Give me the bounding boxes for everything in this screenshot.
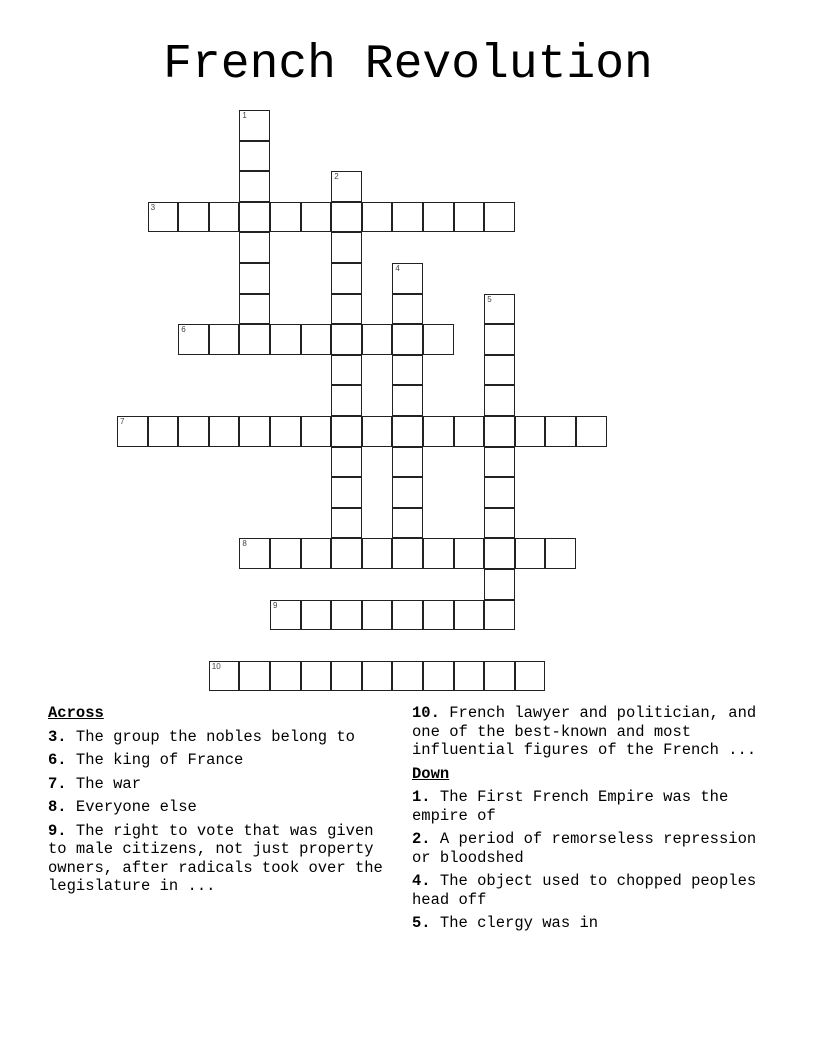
down-heading: Down [412, 764, 450, 783]
grid-cell[interactable] [362, 661, 393, 692]
clue-number: 10. [412, 704, 440, 722]
clues-column-right [412, 704, 782, 938]
grid-cell[interactable] [484, 508, 515, 539]
clue-number: 1. [412, 788, 431, 806]
cell-number: 5 [487, 294, 492, 304]
clue-text: The First French Empire was the empire of [412, 788, 729, 825]
grid-cell[interactable] [576, 416, 607, 447]
clue-text: The right to vote that was given to male citizens, not just property owners, after radicals took over the legislature in ... [48, 821, 383, 895]
clue-text: A period of remorseless repression or bloodshed [412, 830, 757, 867]
grid-cell[interactable] [454, 202, 485, 233]
grid-cell[interactable] [484, 202, 515, 233]
grid-cell[interactable] [239, 263, 270, 294]
grid-cell[interactable] [209, 324, 240, 355]
grid-cell[interactable] [515, 416, 546, 447]
grid-cell[interactable] [331, 294, 362, 325]
grid-cell[interactable] [331, 661, 362, 692]
grid-cell[interactable] [515, 538, 546, 569]
cell-number: 8 [242, 539, 247, 549]
clues-column-left [48, 704, 398, 901]
grid-cell[interactable] [392, 661, 423, 692]
clue-text: The group the nobles belong to [75, 727, 355, 746]
clue-across-8 [48, 798, 398, 817]
grid-cell[interactable] [301, 324, 332, 355]
grid-cell[interactable] [209, 661, 240, 692]
cell-number: 2 [334, 172, 339, 182]
clue-down-5 [412, 914, 782, 933]
grid-cell[interactable] [270, 324, 301, 355]
grid-cell[interactable] [484, 477, 515, 508]
clue-across-10 [412, 704, 782, 760]
grid-cell[interactable] [484, 447, 515, 478]
grid-cell[interactable] [239, 661, 270, 692]
grid-cell[interactable] [392, 263, 423, 294]
grid-cell[interactable] [331, 538, 362, 569]
grid-cell[interactable] [484, 600, 515, 631]
grid-cell[interactable] [454, 661, 485, 692]
grid-cell[interactable] [331, 263, 362, 294]
grid-cell[interactable] [239, 141, 270, 172]
grid-cell[interactable] [239, 416, 270, 447]
grid-cell[interactable] [209, 416, 240, 447]
cell-number: 1 [242, 111, 247, 120]
grid-cell[interactable] [484, 385, 515, 416]
grid-cell[interactable] [270, 202, 301, 233]
grid-cell[interactable] [270, 416, 301, 447]
clue-number: 7. [48, 774, 67, 793]
grid-cell[interactable] [239, 294, 270, 325]
grid-cell[interactable] [178, 416, 209, 447]
clue-down-2 [412, 830, 782, 867]
clue-number: 6. [48, 751, 67, 769]
grid-cell[interactable] [148, 416, 179, 447]
clue-number: 5. [412, 914, 431, 932]
grid-cell[interactable] [331, 416, 362, 447]
clue-down-1 [412, 788, 782, 825]
clue-text: Everyone else [75, 798, 197, 816]
grid-cell[interactable] [331, 385, 362, 416]
grid-cell[interactable] [331, 355, 362, 386]
grid-cell[interactable] [484, 416, 515, 447]
clue-number: 4. [412, 872, 431, 890]
grid-cell[interactable] [484, 661, 515, 692]
across-heading: Across [48, 704, 104, 722]
grid-cell[interactable] [423, 324, 454, 355]
grid-cell[interactable] [392, 477, 423, 508]
clue-text: The clergy was in [439, 914, 599, 932]
clue-text: French lawyer and politician, and one of the best-known and most influential figures of the French ... [412, 704, 757, 759]
grid-cell[interactable] [362, 202, 393, 233]
page-title: French Revolution [163, 38, 653, 92]
clue-text: The king of France [75, 751, 244, 769]
grid-cell[interactable] [331, 477, 362, 508]
grid-cell[interactable] [362, 416, 393, 447]
clue-number: 2. [412, 830, 431, 848]
grid-cell[interactable] [392, 385, 423, 416]
grid-cell[interactable] [484, 538, 515, 569]
clue-across-7 [48, 775, 398, 794]
grid-cell[interactable] [392, 355, 423, 386]
grid-cell[interactable] [331, 508, 362, 539]
clue-across-9 [48, 822, 398, 896]
clue-across-6 [48, 751, 398, 770]
grid-cell[interactable] [301, 600, 332, 631]
clue-down-4 [412, 872, 782, 909]
grid-cell[interactable] [148, 202, 179, 233]
grid-cell[interactable] [392, 294, 423, 325]
grid-cell[interactable] [362, 538, 393, 569]
grid-cell[interactable] [423, 661, 454, 692]
grid-cell[interactable] [209, 202, 240, 233]
grid-cell[interactable] [392, 538, 423, 569]
grid-cell[interactable] [423, 538, 454, 569]
clue-number: 3. [48, 727, 67, 746]
grid-cell[interactable] [331, 202, 362, 233]
grid-cell[interactable] [392, 202, 423, 233]
grid-cell[interactable] [454, 600, 485, 631]
grid-cell[interactable] [239, 232, 270, 263]
grid-cell[interactable] [301, 416, 332, 447]
clue-number: 8. [48, 798, 67, 816]
grid-cell[interactable] [392, 324, 423, 355]
grid-cell[interactable] [301, 661, 332, 692]
grid-cell[interactable] [301, 538, 332, 569]
grid-cell[interactable] [270, 600, 301, 631]
grid-cell[interactable] [515, 661, 546, 692]
cell-number: 7 [120, 417, 125, 426]
grid-cell[interactable] [239, 171, 270, 202]
grid-cell[interactable] [545, 538, 576, 569]
cell-number: 6 [181, 325, 186, 335]
clue-text: The object used to chopped peoples head off [412, 872, 757, 909]
grid-cell[interactable] [454, 416, 485, 447]
grid-cell[interactable] [331, 232, 362, 263]
grid-cell[interactable] [270, 661, 301, 692]
grid-cell[interactable] [301, 202, 332, 233]
grid-cell[interactable] [362, 324, 393, 355]
grid-cell[interactable] [484, 569, 515, 600]
cell-number: 10 [211, 661, 221, 671]
clue-number: 9. [48, 821, 67, 840]
grid-cell[interactable] [423, 416, 454, 447]
clue-across-3 [48, 728, 398, 747]
grid-cell[interactable] [239, 202, 270, 233]
grid-cell[interactable] [392, 447, 423, 478]
grid-cell[interactable] [392, 416, 423, 447]
grid-cell[interactable] [117, 416, 148, 447]
grid-cell[interactable] [178, 324, 209, 355]
cell-number: 3 [150, 202, 156, 212]
grid-cell[interactable] [484, 324, 515, 355]
grid-cell[interactable] [331, 324, 362, 355]
grid-cell[interactable] [331, 447, 362, 478]
cell-number: 4 [395, 264, 400, 273]
grid-cell[interactable] [239, 538, 270, 569]
clue-text: The war [75, 774, 142, 793]
cell-number: 9 [273, 600, 278, 610]
grid-cell[interactable] [423, 600, 454, 631]
grid-cell[interactable] [484, 294, 515, 325]
grid-cell[interactable] [270, 538, 301, 569]
grid-cell[interactable] [331, 600, 362, 631]
grid-cell[interactable] [239, 110, 270, 141]
grid-cell[interactable] [362, 600, 393, 631]
grid-cell[interactable] [178, 202, 209, 233]
grid-cell[interactable] [484, 355, 515, 386]
grid-cell[interactable] [392, 600, 423, 631]
grid-cell[interactable] [331, 171, 362, 202]
grid-cell[interactable] [392, 508, 423, 539]
grid-cell[interactable] [239, 324, 270, 355]
grid-cell[interactable] [454, 538, 485, 569]
grid-cell[interactable] [545, 416, 576, 447]
grid-cell[interactable] [423, 202, 454, 233]
